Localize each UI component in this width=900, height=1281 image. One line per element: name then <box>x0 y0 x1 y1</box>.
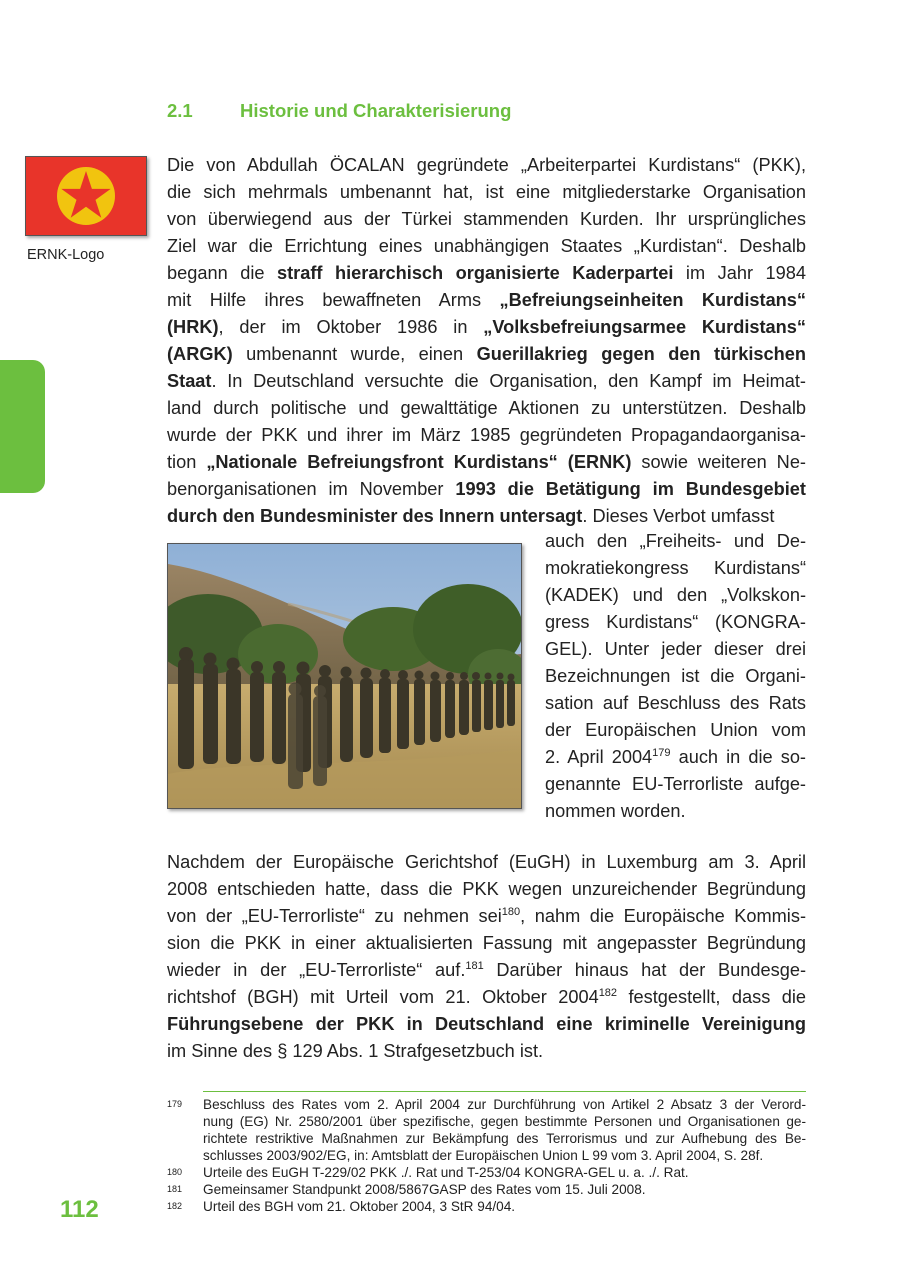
text-segment: land durch politische und gewalttätige Aktionen zu unterstützen. Deshalb <box>167 398 806 418</box>
bold-phrase: „Volksbefreiungsarmee Kurdistans“ <box>483 317 806 337</box>
section-heading <box>167 100 511 122</box>
text-line: auch den „Freiheits- und De- <box>545 531 806 551</box>
footnote-number: 182 <box>167 1201 183 1211</box>
text-segment: . In Deutschland versuchte die Organisation, den Kampf im Heimat- <box>211 371 806 391</box>
text-segment: , nahm die Europäische Kommis- <box>520 906 806 926</box>
text-segment: richtshof (BGH) mit Urteil vom 21. Oktober 2004 <box>167 987 599 1007</box>
text-segment: Die von Abdullah ÖCALAN gegründete „Arbeiterpartei Kurdistans“ (PKK), <box>167 155 806 175</box>
bold-phrase: (ARGK) <box>167 344 233 364</box>
text-line <box>167 930 806 957</box>
footnote-text: Urteil des BGH vom 21. Oktober 2004, 3 StR 94/04. <box>203 1199 516 1214</box>
text-segment: sion die PKK in einer aktualisierten Fassung mit angepasster Begründung <box>167 933 806 953</box>
page-number: 112 <box>60 1196 99 1223</box>
paragraph-2 <box>167 849 806 1065</box>
text-segment: festgestellt, dass die <box>617 987 806 1007</box>
text-segment: von überwiegend aus der Türkei stammenden Kurden. Ihr ursprüngliches <box>167 209 806 229</box>
text-line: Bezeichnungen ist die Organi- <box>545 666 806 686</box>
ernk-flag-image <box>25 156 147 236</box>
text-line <box>167 422 806 449</box>
bold-phrase: Staat <box>167 371 212 391</box>
text-segment: umbenannt wurde, einen <box>232 344 477 364</box>
ernk-flag-svg <box>26 157 146 235</box>
text-line <box>167 233 806 260</box>
bold-phrase: Guerillakrieg gegen den türkischen <box>476 344 806 364</box>
text-line <box>167 503 806 530</box>
wrapped-text-column <box>545 528 806 825</box>
text-line: (KADEK) und den „Volkskon- <box>545 585 806 605</box>
bold-phrase: „Nationale Befreiungsfront Kurdistans“ (ERNK) <box>206 452 632 472</box>
text-line <box>167 984 806 1011</box>
text-segment: sowie weiteren Ne- <box>631 452 806 472</box>
text-segment: . Dieses Verbot umfasst <box>582 506 775 526</box>
text-line <box>167 341 806 368</box>
text-segment: benorganisationen im November <box>167 479 456 499</box>
text-segment: im Jahr 1984 <box>673 263 806 283</box>
text-line: sation auf Beschluss des Rats <box>545 693 806 713</box>
text-segment: tion <box>167 452 207 472</box>
footnote-number: 179 <box>167 1099 183 1109</box>
text-line <box>167 957 806 984</box>
footnote-ref[interactable]: 180 <box>501 905 521 918</box>
footnote-text: Gemeinsamer Standpunkt 2008/5867GASP des Rates vom 15. Juli 2008. <box>203 1182 646 1197</box>
footnote-179 <box>167 1096 806 1164</box>
text-line: GEL). Unter jeder dieser drei <box>545 639 806 659</box>
bold-phrase: Führungsebene der PKK in Deutschland eine kriminelle Vereinigung <box>167 1014 806 1034</box>
text-line <box>167 876 806 903</box>
text-line <box>167 476 806 503</box>
footnote-ref[interactable]: 181 <box>465 959 484 972</box>
footnote-text: Urteile des EuGH T-229/02 PKK ./. Rat und T-253/04 KONGRA-GEL u. a. ./. Rat. <box>203 1165 689 1180</box>
text-line <box>167 260 806 287</box>
text-segment: wurde der PKK und ihrer im März 1985 gegründeten Propagandaorganisa- <box>167 425 806 445</box>
text-segment: Nachdem der Europäische Gerichtshof (EuGH) in Luxemburg am 3. April <box>167 852 806 872</box>
section-number: 2.1 <box>167 100 193 121</box>
footnote-ref[interactable]: 179 <box>652 746 671 759</box>
bold-phrase: 1993 die Betätigung im Bundesgebiet <box>455 479 806 499</box>
section-title: Historie und Charakterisierung <box>240 100 512 121</box>
text-line <box>167 449 806 476</box>
text-line: gress Kurdistans“ (KONGRA- <box>545 612 806 632</box>
text-line <box>167 314 806 341</box>
text-line: nommen worden. <box>545 801 686 821</box>
footnote-divider <box>203 1091 806 1092</box>
text-line <box>167 287 806 314</box>
text-segment: die sich mehrmals umbenannt hat, ist eine mitgliederstarke Organisation <box>167 182 806 202</box>
text-line <box>167 903 806 930</box>
photo-scene <box>168 544 521 808</box>
text-line <box>167 395 806 422</box>
text-line: mokratiekongress Kurdistans“ <box>545 558 806 578</box>
guerilla-photo <box>167 543 522 809</box>
footnote-182 <box>167 1198 806 1215</box>
footnote-181 <box>167 1181 806 1198</box>
text-segment: begann die <box>167 263 277 283</box>
text-segment: Darüber hinaus hat der Bundesge- <box>483 960 807 980</box>
text-segment: 2008 entschieden hatte, dass die PKK wegen unzureichender Begründung <box>167 879 806 899</box>
bold-phrase: durch den Bundesminister des Innern untersagt <box>167 506 583 526</box>
text-line <box>545 744 806 771</box>
text-segment: mit Hilfe ihres bewaffneten Arms <box>167 290 500 310</box>
text-segment: wieder in der „EU-Terrorliste“ auf. <box>167 960 466 980</box>
text-segment: im Sinne des § 129 Abs. 1 Strafgesetzbuch ist. <box>167 1041 544 1061</box>
flag-caption: ERNK-Logo <box>27 247 105 263</box>
chapter-tab-marker <box>0 360 45 493</box>
text-line <box>167 206 806 233</box>
footnote-180 <box>167 1164 806 1181</box>
footnote-ref[interactable]: 182 <box>598 986 618 999</box>
footnote-text: Beschluss des Rates vom 2. April 2004 zur Durchführung von Artikel 2 Absatz 3 der Verord- nung (EG) Nr. 2580/2001 über spezifische, gegen bestimmte Personen und Organisationen ge- richtete restriktive Maßnahmen zur Bekämpfung des Terrorismus und zur Aufhebung des Be- schlusses 2003/902/EG, in: Amtsblatt der Europäischen Union L 99 vom 3. April 2004, S. 28f. <box>203 1097 806 1163</box>
footnote-number: 180 <box>167 1167 183 1177</box>
bold-phrase: „Befreiungseinheiten Kurdistans“ <box>499 290 807 310</box>
text-segment: , der im Oktober 1986 in <box>218 317 484 337</box>
text-line <box>167 152 806 179</box>
paragraph-1 <box>167 152 806 530</box>
footnotes <box>167 1096 806 1215</box>
text-line: der Europäischen Union vom <box>545 720 806 740</box>
text-line: genannte EU-Terrorliste aufge- <box>545 774 806 794</box>
text-line <box>167 1011 806 1038</box>
text-line <box>167 179 806 206</box>
text-segment: 2. April 2004 <box>545 747 653 767</box>
text-segment: von der „EU-Terrorliste“ zu nehmen sei <box>167 906 502 926</box>
text-line <box>167 849 806 876</box>
footnote-number: 181 <box>167 1184 183 1194</box>
text-line <box>167 368 806 395</box>
text-segment: Ziel war die Errichtung eines unabhängigen Staates „Kurdistan“. Deshalb <box>167 236 806 256</box>
text-line <box>167 1038 806 1065</box>
text-segment: auch in die so- <box>670 747 806 767</box>
bold-phrase: (HRK) <box>167 317 219 337</box>
bold-phrase: straff hierarchisch organisierte Kaderpartei <box>277 263 674 283</box>
